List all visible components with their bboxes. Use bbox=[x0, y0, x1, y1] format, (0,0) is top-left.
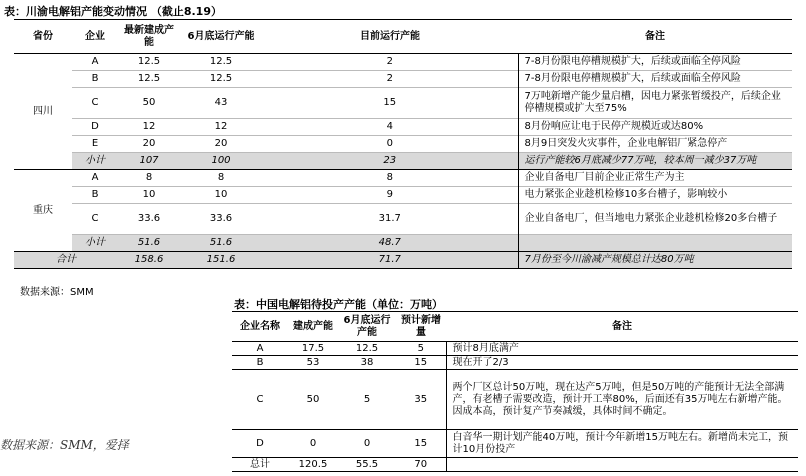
built-cell: 158.6 bbox=[118, 252, 180, 269]
add-cell: 70 bbox=[396, 458, 446, 472]
total-label: 合计 bbox=[14, 252, 118, 269]
built-cell: 12 bbox=[118, 119, 180, 136]
table-row bbox=[232, 356, 798, 370]
note-cell: 7月份至今川渝减产规模总计达80万吨 bbox=[518, 252, 792, 269]
table2-header-row bbox=[232, 312, 798, 342]
company-cell: C bbox=[72, 204, 118, 235]
company-cell: E bbox=[72, 136, 118, 153]
now-cell: 2 bbox=[262, 54, 518, 71]
add-cell: 15 bbox=[396, 356, 446, 370]
june-cell: 10 bbox=[180, 187, 262, 204]
note-cell: 8月份响应让电于民停产规模近或达80% bbox=[518, 119, 792, 136]
june-cell: 43 bbox=[180, 88, 262, 119]
built-cell: 33.6 bbox=[118, 204, 180, 235]
company-cell: B bbox=[72, 71, 118, 88]
table-row bbox=[14, 88, 792, 119]
region-cell: 四川 bbox=[14, 54, 72, 170]
june-cell: 20 bbox=[180, 136, 262, 153]
note-cell: 运行产能较6月底减少77万吨，较本周一减少37万吨 bbox=[518, 153, 792, 170]
table-row bbox=[232, 370, 798, 430]
header-company-name: 企业名称 bbox=[232, 312, 288, 342]
built-cell: 8 bbox=[118, 170, 180, 187]
company-cell: A bbox=[72, 170, 118, 187]
table-row bbox=[232, 342, 798, 356]
note-cell: 7-8月份限电停槽规模扩大，后续或面临全停风险 bbox=[518, 54, 792, 71]
june-cell: 12.5 bbox=[180, 71, 262, 88]
company-cell: C bbox=[232, 370, 288, 430]
header-note: 备注 bbox=[518, 20, 792, 54]
header-now: 目前运行产能 bbox=[262, 20, 518, 54]
header-add: 预计新增量 bbox=[396, 312, 446, 342]
now-cell: 9 bbox=[262, 187, 518, 204]
now-cell: 0 bbox=[262, 136, 518, 153]
built-cell: 50 bbox=[118, 88, 180, 119]
subtotal-row bbox=[14, 235, 792, 252]
total-row bbox=[14, 252, 792, 269]
header-built: 建成产能 bbox=[288, 312, 338, 342]
note-cell bbox=[446, 458, 798, 472]
note-cell: 7-8月份限电停槽规模扩大，后续或面临全停风险 bbox=[518, 71, 792, 88]
june-cell: 33.6 bbox=[180, 204, 262, 235]
company-cell: C bbox=[72, 88, 118, 119]
table-row bbox=[14, 119, 792, 136]
note-cell: 企业自备电厂目前企业正常生产为主 bbox=[518, 170, 792, 187]
june-cell: 12.5 bbox=[338, 342, 396, 356]
add-cell: 35 bbox=[396, 370, 446, 430]
region-cell: 重庆 bbox=[14, 170, 72, 252]
table-row bbox=[14, 204, 792, 235]
june-cell: 151.6 bbox=[180, 252, 262, 269]
note-cell bbox=[518, 235, 792, 252]
june-cell: 12.5 bbox=[180, 54, 262, 71]
note-cell: 电力紧张企业趁机检修10多台槽子，影响较小 bbox=[518, 187, 792, 204]
company-cell: B bbox=[232, 356, 288, 370]
table-row bbox=[14, 71, 792, 88]
company-cell: D bbox=[232, 430, 288, 458]
built-cell: 12.5 bbox=[118, 71, 180, 88]
pending-capacity-table bbox=[232, 311, 798, 472]
built-cell: 120.5 bbox=[288, 458, 338, 472]
table-row bbox=[14, 54, 792, 71]
note-cell: 预计8月底满产 bbox=[446, 342, 798, 356]
table-row bbox=[232, 430, 798, 458]
add-cell: 15 bbox=[396, 430, 446, 458]
june-cell: 55.5 bbox=[338, 458, 396, 472]
built-cell: 10 bbox=[118, 187, 180, 204]
june-cell: 38 bbox=[338, 356, 396, 370]
now-cell: 15 bbox=[262, 88, 518, 119]
note-cell: 现在开了2/3 bbox=[446, 356, 798, 370]
june-cell: 12 bbox=[180, 119, 262, 136]
note-cell: 7万吨新增产能少量启槽，因电力紧张暂缓投产，后续企业停槽规模或扩大至75% bbox=[518, 88, 792, 119]
header-company: 企业 bbox=[72, 20, 118, 54]
table-row bbox=[14, 170, 792, 187]
now-cell: 2 bbox=[262, 71, 518, 88]
june-cell: 8 bbox=[180, 170, 262, 187]
built-cell: 51.6 bbox=[118, 235, 180, 252]
header-built: 最新建成产能 bbox=[118, 20, 180, 54]
table-row bbox=[14, 136, 792, 153]
now-cell: 23 bbox=[262, 153, 518, 170]
header-june: 6月底运行产能 bbox=[338, 312, 396, 342]
built-cell: 20 bbox=[118, 136, 180, 153]
table1-header-row bbox=[14, 20, 792, 54]
built-cell: 17.5 bbox=[288, 342, 338, 356]
subtotal-label: 小计 bbox=[72, 235, 118, 252]
capacity-change-table bbox=[14, 19, 792, 269]
company-cell: A bbox=[232, 342, 288, 356]
company-cell: D bbox=[72, 119, 118, 136]
table-row bbox=[14, 187, 792, 204]
now-cell: 48.7 bbox=[262, 235, 518, 252]
june-cell: 0 bbox=[338, 430, 396, 458]
built-cell: 0 bbox=[288, 430, 338, 458]
company-cell: 总计 bbox=[232, 458, 288, 472]
now-cell: 8 bbox=[262, 170, 518, 187]
note-cell: 两个厂区总计50万吨，现在达产5万吨，但是50万吨的产能预计无法全部满产，有老槽子需要改造，预计开工率80%，后面还有35万吨左右新增产能。因成本高，预计复产节奏减缓，具体时间不确定。 bbox=[446, 370, 798, 430]
now-cell: 31.7 bbox=[262, 204, 518, 235]
june-cell: 51.6 bbox=[180, 235, 262, 252]
now-cell: 4 bbox=[262, 119, 518, 136]
now-cell: 71.7 bbox=[262, 252, 518, 269]
note-cell: 8月9日突发火灾事件，企业电解铝厂紧急停产 bbox=[518, 136, 792, 153]
add-cell: 5 bbox=[396, 342, 446, 356]
built-cell: 50 bbox=[288, 370, 338, 430]
table2-source: 数据来源：SMM，爱择 bbox=[0, 438, 129, 452]
built-cell: 12.5 bbox=[118, 54, 180, 71]
company-cell: A bbox=[72, 54, 118, 71]
company-cell: B bbox=[72, 187, 118, 204]
table-row bbox=[232, 458, 798, 472]
table1-title: 表：川渝电解铝产能变动情况 （截止8.19） bbox=[4, 5, 222, 18]
june-cell: 100 bbox=[180, 153, 262, 170]
header-province: 省份 bbox=[14, 20, 72, 54]
table2-title: 表：中国电解铝待投产产能（单位：万吨） bbox=[234, 298, 443, 311]
built-cell: 53 bbox=[288, 356, 338, 370]
note-cell: 白音华一期计划产能40万吨，预计今年新增15万吨左右。新增尚未完工，预计10月份投产 bbox=[446, 430, 798, 458]
june-cell: 5 bbox=[338, 370, 396, 430]
table1-source: 数据来源：SMM bbox=[20, 287, 94, 298]
header-june: 6月底运行产能 bbox=[180, 20, 262, 54]
subtotal-label: 小计 bbox=[72, 153, 118, 170]
subtotal-row bbox=[14, 153, 792, 170]
built-cell: 107 bbox=[118, 153, 180, 170]
note-cell: 企业自备电厂，但当地电力紧张企业趁机检修20多台槽子 bbox=[518, 204, 792, 235]
header-note: 备注 bbox=[446, 312, 798, 342]
